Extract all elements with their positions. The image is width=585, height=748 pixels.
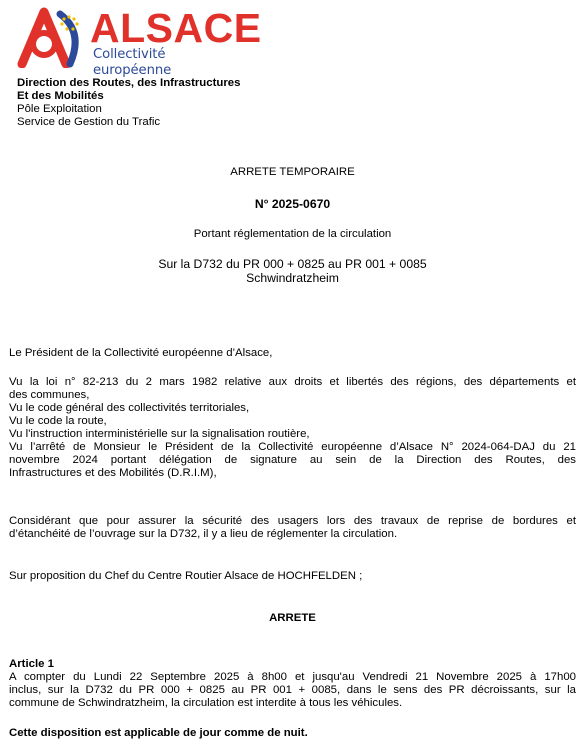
location-line-2: Schwindratzheim [246, 271, 339, 285]
vu-arrete: Vu l’arrêté de Monsieur le Président de la Collectivité européenne d’Alsace N° 2024-064-DAJ du 21 [9, 441, 576, 453]
vu-arrete-cont: novembre 2024 portant délégation de signature au sein de la Direction des Routes, des [9, 454, 576, 466]
article-1-title: Article 1 [9, 658, 54, 670]
logo-tagline: Collectivité européenne [93, 47, 172, 78]
vu-cgct: Vu le code général des collectivités territoriales, [9, 402, 250, 414]
vu-list [9, 376, 576, 480]
vu-code-route: Vu le code la route, [9, 415, 107, 427]
issuer-direction-2: Et des Mobilités [17, 90, 104, 102]
issuer-pole: Pôle Exploitation [17, 103, 102, 115]
vu-instruction: Vu l'instruction interministérielle sur la signalisation routière, [9, 428, 310, 440]
vu-arrete-end: Infrastructures et des Mobilités (D.R.I.M), [9, 467, 217, 479]
considerant-paragraph: Considérant que pour assurer la sécurité des usagers lors des travaux de reprise de bordures et d’étanchéité de l’ouvrage sur la D732, il y a lieu de réglementer la circulation. [9, 515, 576, 540]
proposition-line: Sur proposition du Chef du Centre Routier Alsace de HOCHFELDEN ; [9, 570, 363, 582]
article-1-text-2: inclus, sur la D732 du PR 000 + 0825 au PR 001 + 0085, dans le sens des PR décroissants, sur la [9, 684, 576, 696]
document-subject: Portant réglementation de la circulation [193, 228, 392, 240]
vu-loi: Vu la loi n° 82-213 du 2 mars 1982 relative aux droits et libertés des régions, des départements et [9, 376, 576, 388]
logo-wordmark: ALSACE [90, 5, 262, 51]
issuer-service: Service de Gestion du Trafic [17, 116, 161, 128]
article-1-text-1: A compter du Lundi 22 Septembre 2025 à 8h00 et jusqu'au Vendredi 21 Novembre 2025 à 17h00 [9, 671, 576, 683]
article-1 [9, 658, 576, 710]
disposition-line: Cette disposition est applicable de jour comme de nuit. [9, 727, 308, 739]
logo-emblem-icon [14, 6, 90, 68]
issuer-direction: Direction des Routes, des Infrastructures [17, 77, 241, 89]
article-1-text-3: commune de Schwindratzheim, la circulation est interdite à tous les véhicules. [9, 697, 403, 709]
president-line: Le Président de la Collectivité européenne d’Alsace, [9, 347, 273, 359]
alsace-logo [14, 5, 262, 78]
document-number: N° 2025-0670 [254, 197, 331, 211]
arrete-heading: ARRETE [269, 612, 316, 624]
document-kind: ARRETE TEMPORAIRE [230, 166, 355, 178]
location-line-1: Sur la D732 du PR 000 + 0825 au PR 001 + 0085 [158, 257, 427, 271]
issuer-block [17, 77, 417, 129]
vu-loi-cont: des communes, [9, 389, 90, 401]
